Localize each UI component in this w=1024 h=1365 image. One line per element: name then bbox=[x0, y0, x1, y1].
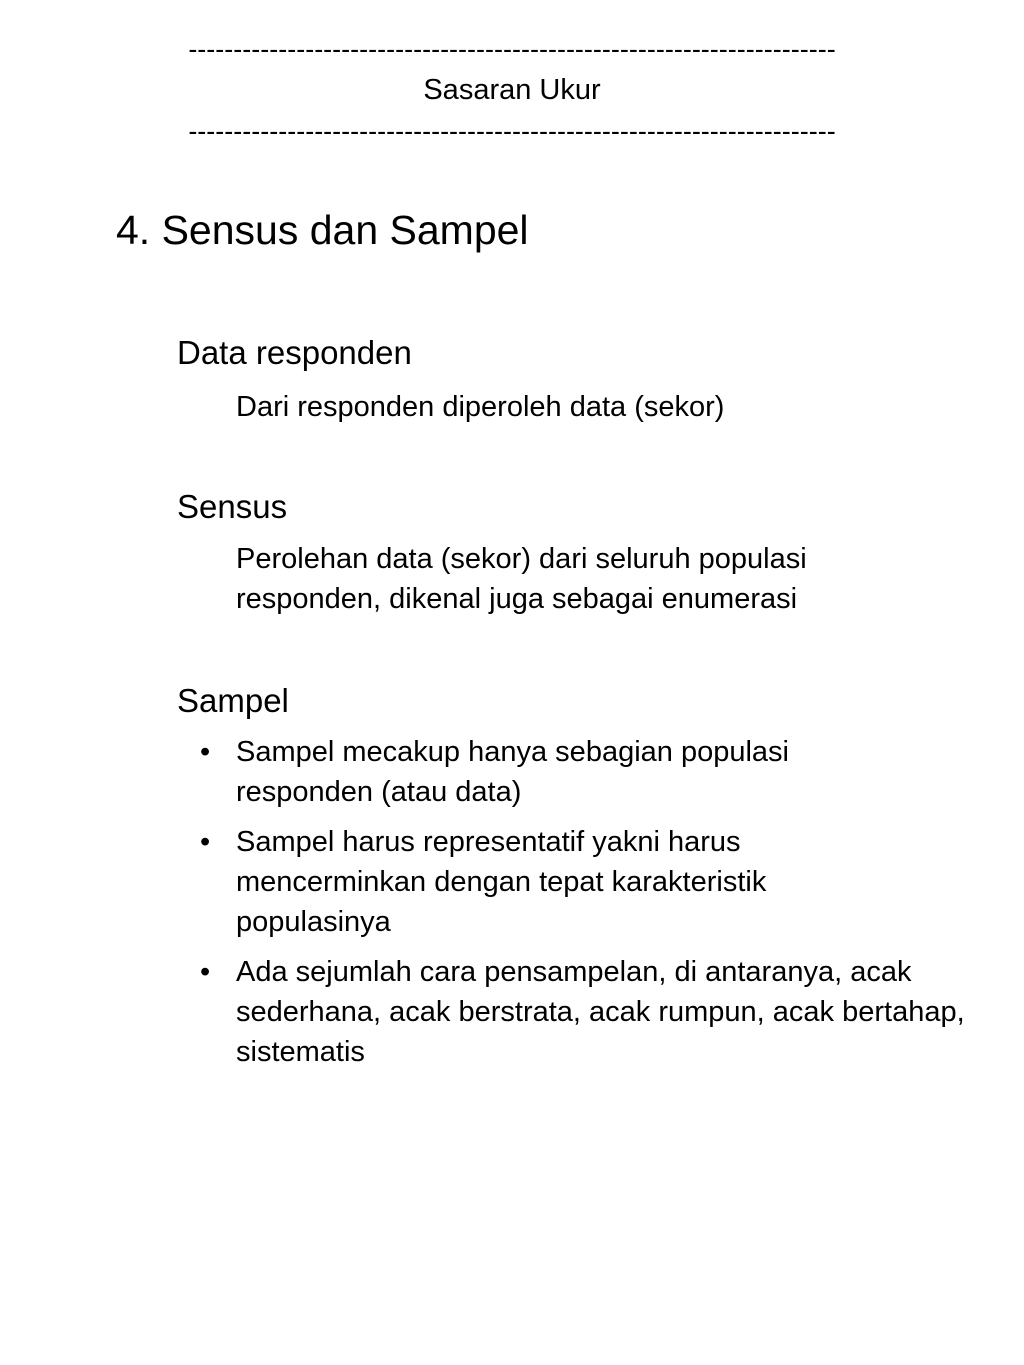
header-rule-top: ------------------------------------------------------------------------ bbox=[188, 34, 836, 64]
bullet-dot-icon: • bbox=[200, 826, 211, 858]
heading-sensus: Sensus bbox=[177, 488, 288, 525]
header-rule-bottom: ------------------------------------------------------------------------ bbox=[188, 116, 836, 146]
sampel-bullet-item bbox=[200, 732, 916, 812]
bullet-text: Sampel harus representatif yakni harus mencerminkan dengan tepat karakteristik populasinya bbox=[236, 826, 767, 938]
sampel-bullet-item bbox=[200, 822, 916, 942]
bullet-text: Ada sejumlah cara pensampelan, di antaranya, acak sederhana, acak berstrata, acak rumpun, acak bertahap, sistematis bbox=[236, 956, 965, 1068]
heading-data-responden: Data responden bbox=[177, 334, 412, 371]
sampel-bullet-item bbox=[200, 952, 976, 1072]
text-data-responden: Dari responden diperoleh data (sekor) bbox=[236, 391, 725, 423]
bullet-dot-icon: • bbox=[200, 736, 211, 768]
slide-title: 4. Sensus dan Sampel bbox=[116, 207, 529, 253]
text-sensus: Perolehan data (sekor) dari seluruh populasi responden, dikenal juga sebagai enumerasi bbox=[236, 543, 807, 615]
header-title: Sasaran Ukur bbox=[423, 74, 601, 106]
sampel-bullet-list bbox=[200, 732, 976, 1082]
bullet-text: Sampel mecakup hanya sebagian populasi responden (atau data) bbox=[236, 736, 789, 808]
bullet-dot-icon: • bbox=[200, 956, 211, 988]
heading-sampel: Sampel bbox=[177, 682, 289, 719]
